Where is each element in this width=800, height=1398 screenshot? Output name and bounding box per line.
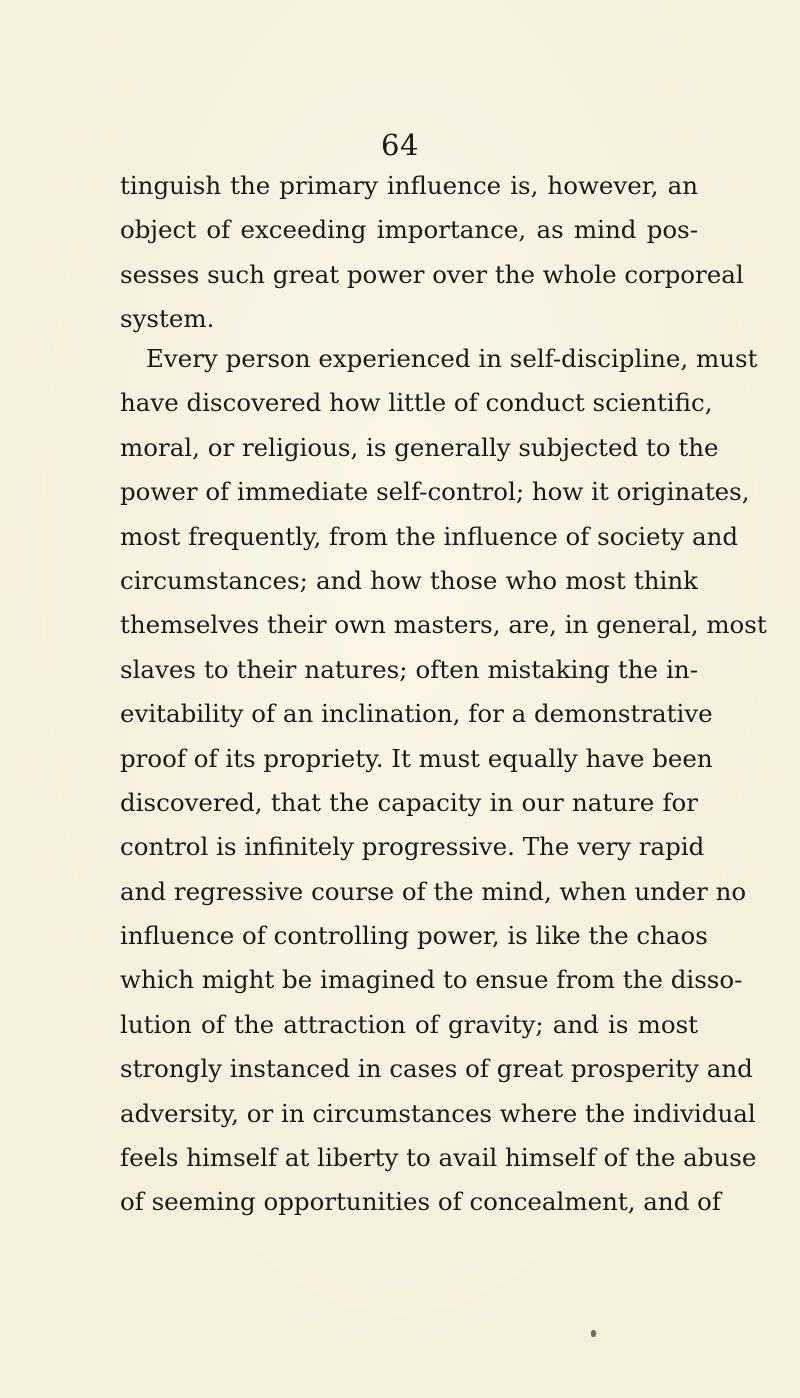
text-line: tinguish the primary influence is, however, an (120, 171, 698, 200)
paragraph-2 (120, 337, 767, 1225)
text-line: themselves their own masters, are, in general, most (120, 610, 767, 640)
text-line: adversity, or in circumstances where the individual (120, 1098, 756, 1128)
text-line: control is infinitely progressive. The very rapid (120, 832, 705, 862)
text-line: and regressive course of the mind, when under no (120, 876, 747, 906)
text-line: have discovered how little of conduct scientific, (120, 388, 713, 418)
text-line: Every person experienced in self-discipline, must (146, 344, 758, 373)
text-line: sesses such great power over the whole corporeal (120, 259, 744, 289)
text-line: object of exceeding importance, as mind pos- (120, 215, 698, 245)
text-line: moral, or religious, is generally subjected to the (120, 432, 719, 462)
text-line: strongly instanced in cases of great prosperity and (120, 1054, 753, 1084)
text-line: influence of controlling power, is like the chaos (120, 921, 708, 951)
text-line: most frequently, from the influence of society and (120, 521, 739, 551)
page-number: 64 (381, 128, 419, 162)
text-line: which might be imagined to ensue from the disso- (120, 965, 743, 995)
text-line: discovered, that the capacity in our nature for (120, 787, 698, 817)
text-line: power of immediate self-control; how it originates, (120, 477, 750, 507)
paragraph-1 (120, 164, 744, 342)
ink-speck (591, 1330, 596, 1337)
text-line: of seeming opportunities of concealment, and of (120, 1187, 721, 1217)
text-line: evitability of an inclination, for a demonstrative (120, 699, 713, 729)
text-line: system. (120, 304, 215, 334)
text-line: slaves to their natures; often mistaking the in- (120, 654, 698, 684)
text-line: feels himself at liberty to avail himself of the abuse (120, 1143, 757, 1173)
text-line: circumstances; and how those who most think (120, 565, 698, 595)
text-line: proof of its propriety. It must equally have been (120, 743, 713, 773)
text-line: lution of the attraction of gravity; and is most (120, 1009, 698, 1039)
